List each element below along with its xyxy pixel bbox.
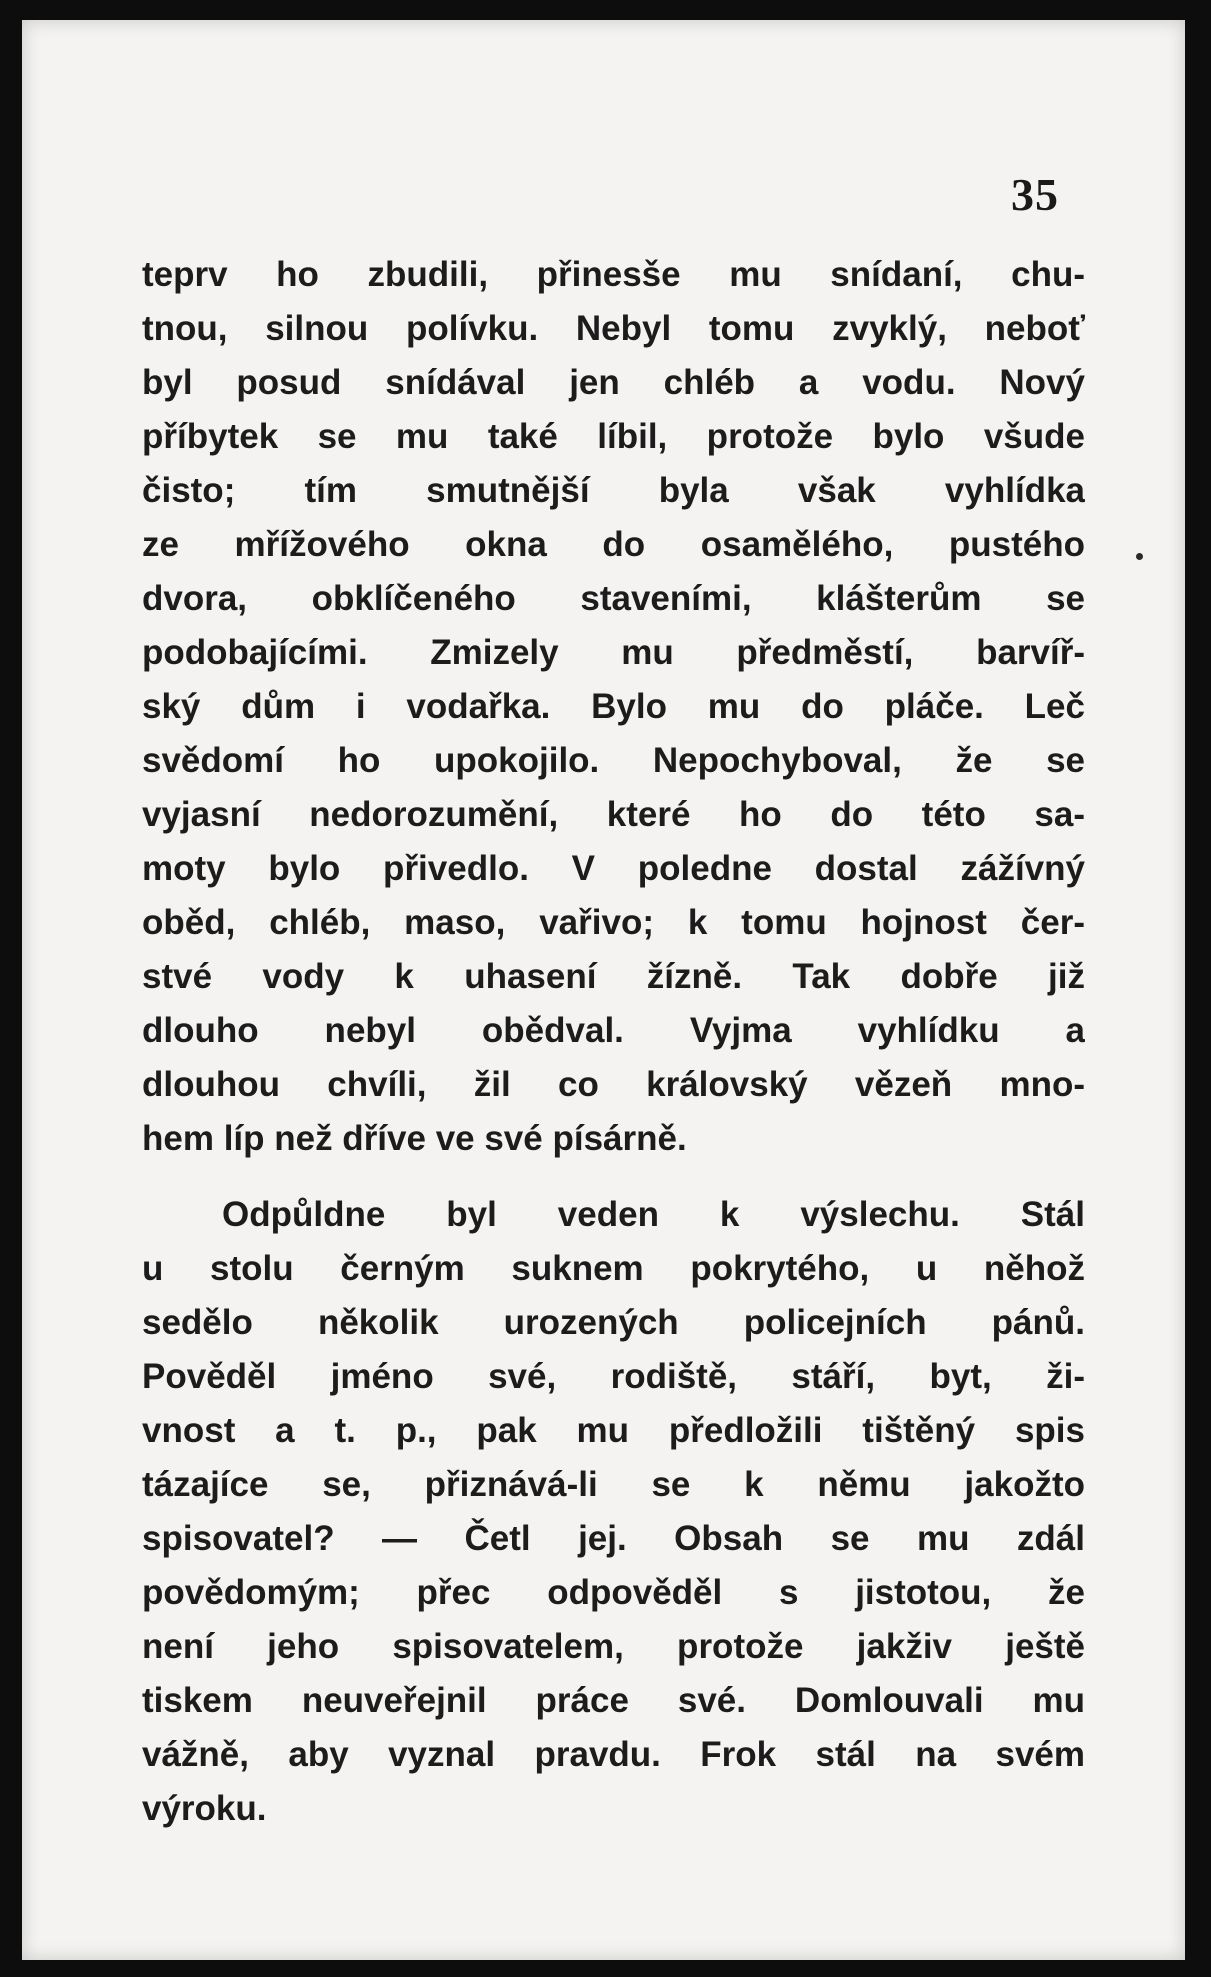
text-line: moty bylo přivedlo. V poledne dostal zážívný xyxy=(142,849,1085,888)
paragraph-1 xyxy=(142,248,1085,1166)
text-line: příbytek se mu také líbil, protože bylo všude xyxy=(142,417,1085,456)
text-line: dlouho nebyl obědval. Vyjma vyhlídku a xyxy=(142,1011,1085,1050)
text-line: svědomí ho upokojilo. Nepochyboval, že se xyxy=(142,741,1085,780)
text-line: oběd, chléb, maso, vařivo; k tomu hojnost čer- xyxy=(142,903,1085,942)
book-page xyxy=(22,20,1185,1960)
text-line: Odpůldne byl veden k výslechu. Stál xyxy=(222,1195,1085,1234)
text-line: Pověděl jméno své, rodiště, stáří, byt, ži- xyxy=(142,1357,1085,1396)
text-line: čisto; tím smutnější byla však vyhlídka xyxy=(142,471,1085,510)
text-line: tázajíce se, přiznává-li se k němu jakožto xyxy=(142,1465,1085,1504)
text-line: dvora, obklíčeného staveními, klášterům se xyxy=(142,579,1085,618)
text-line: byl posud snídával jen chléb a vodu. Nový xyxy=(142,363,1085,402)
text-line: podobajícími. Zmizely mu předměstí, barvíř- xyxy=(142,633,1085,672)
page-number: 35 xyxy=(1011,169,1059,220)
text-line: ský dům i vodařka. Bylo mu do pláče. Leč xyxy=(142,687,1085,726)
ink-speck xyxy=(1136,553,1143,560)
text-line: tiskem neuveřejnil práce své. Domlouvali mu xyxy=(142,1681,1085,1720)
text-line: sedělo několik urozených policejních pánů. xyxy=(142,1303,1085,1342)
text-line: výroku. xyxy=(142,1789,267,1828)
paragraph-2 xyxy=(142,1188,1085,1836)
text-line: tnou, silnou polívku. Nebyl tomu zvyklý, neboť xyxy=(142,309,1085,348)
text-line: spisovatel? — Četl jej. Obsah se mu zdál xyxy=(142,1519,1085,1558)
text-line: vážně, aby vyznal pravdu. Frok stál na svém xyxy=(142,1735,1085,1774)
text-line: vyjasní nedorozumění, které ho do této sa- xyxy=(142,795,1085,834)
text-line: stvé vody k uhasení žízně. Tak dobře již xyxy=(142,957,1085,996)
text-line: povědomým; přec odpověděl s jistotou, že xyxy=(142,1573,1085,1612)
body-text xyxy=(142,248,1085,1836)
paragraph-spacer xyxy=(142,1166,1085,1188)
text-line: ze mřížového okna do osamělého, pustého xyxy=(142,525,1085,564)
text-line: není jeho spisovatelem, protože jakživ ještě xyxy=(142,1627,1085,1666)
text-line: dlouhou chvíli, žil co královský vězeň mno- xyxy=(142,1065,1085,1104)
text-line: teprv ho zbudili, přinesše mu snídaní, chu- xyxy=(142,255,1085,294)
text-line: hem líp než dříve ve své písárně. xyxy=(142,1119,687,1158)
text-line: u stolu černým suknem pokrytého, u něhož xyxy=(142,1249,1085,1288)
text-line: vnost a t. p., pak mu předložili tištěný spis xyxy=(142,1411,1085,1450)
